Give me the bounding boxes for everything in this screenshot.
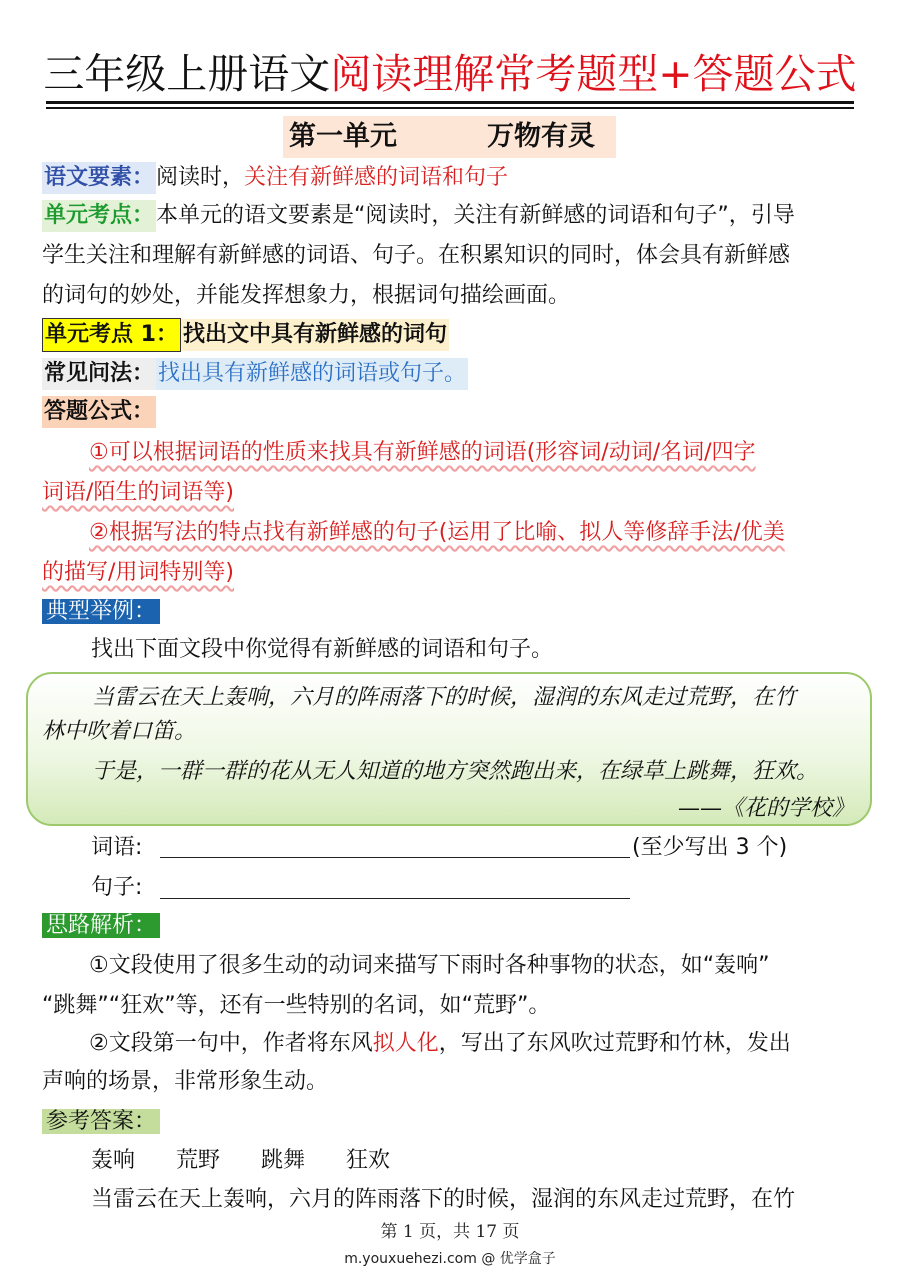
formula-label: 答题公式： — [42, 396, 156, 428]
answer-sentence: 当雷云在天上轰响，六月的阵雨落下的时候，湿润的东风走过荒野，在竹 — [91, 1187, 796, 1212]
example-line — [42, 596, 160, 628]
analysis-p2-red: 拟人化 — [372, 1031, 439, 1056]
question-label: 常见问法： — [42, 358, 156, 390]
question-line — [42, 358, 468, 390]
example-label: 典型举例： — [42, 599, 160, 624]
formula-item2-text2: 的描写/用词特别等) — [42, 560, 234, 585]
question-text: 找出具有新鲜感的词语或句子。 — [156, 358, 468, 390]
language-element-highlight: 关注有新鲜感的词语和句子 — [244, 165, 509, 190]
analysis-p2-post: ，写出了东风吹过荒野和竹林，发出 — [438, 1031, 791, 1056]
passage-line-2: 林中吹着口笛。 — [42, 719, 197, 744]
answer-word-3: 跳舞 — [261, 1148, 306, 1173]
answer-word-2: 荒野 — [176, 1148, 221, 1173]
formula-line — [42, 396, 156, 428]
point1-label: 单元考点 1： — [42, 318, 181, 352]
analysis-p2-line1 — [89, 1028, 791, 1060]
passage-line-3: 于是，一群一群的花从无人知道的地方突然跑出来，在绿草上跳舞，狂欢。 — [92, 759, 819, 784]
title-rule-thick — [46, 101, 854, 104]
sentence-label: 句子: — [91, 875, 143, 900]
page-title — [0, 48, 900, 100]
exam-points-line-3: 的词句的妙处，并能发挥想象力，根据词句描绘画面。 — [42, 283, 571, 308]
unit-header — [283, 116, 616, 158]
answer-label: 参考答案： — [42, 1109, 160, 1134]
title-rule-thin — [46, 107, 854, 109]
exam-points-text-1: 本单元的语文要素是“阅读时，关注有新鲜感的词语和句子”，引导 — [156, 203, 795, 228]
formula-item2-line2 — [42, 557, 234, 589]
point1-text: 找出文中具有新鲜感的词句 — [181, 319, 449, 351]
analysis-p2-pre: ②文段第一句中，作者将东风 — [89, 1031, 373, 1056]
site-credit: m.youxuehezi.com @ 优学盒子 — [344, 1251, 556, 1267]
passage-line-1: 当雷云在天上轰响，六月的阵雨落下的时候，湿润的东风走过荒野，在竹 — [92, 685, 797, 710]
page-number: 第 1 页，共 17 页 — [380, 1222, 520, 1242]
answer-word-4: 狂欢 — [346, 1148, 391, 1173]
formula-item1-line1 — [89, 437, 756, 469]
answer-word-1: 轰响 — [91, 1148, 136, 1173]
point1-line — [42, 318, 449, 352]
sentence-answer-blank[interactable] — [160, 898, 630, 899]
unit-number: 第一单元 — [289, 121, 397, 152]
formula-item1-text1: ①可以根据词语的性质来找具有新鲜感的词语(形容词/动词/名词/四字 — [89, 440, 756, 465]
exam-points-label: 单元考点： — [42, 200, 156, 232]
analysis-p2-line2: 声响的场景，非常形象生动。 — [42, 1069, 329, 1094]
exam-points-line-2: 学生关注和理解有新鲜感的词语、句子。在积累知识的同时，体会具有新鲜感 — [42, 243, 791, 268]
language-element-label: 语文要素： — [42, 162, 156, 194]
title-part1: 三年级上册语文 — [43, 50, 331, 98]
formula-item2-line1 — [89, 517, 785, 549]
unit-name: 万物有灵 — [487, 121, 595, 152]
analysis-p1-line1: ①文段使用了很多生动的动词来描写下雨时各种事物的状态，如“轰响” — [89, 953, 770, 978]
analysis-line — [42, 910, 160, 942]
answer-line — [42, 1106, 160, 1138]
exam-points-line-1 — [42, 200, 795, 232]
formula-item2-text1: ②根据写法的特点找有新鲜感的句子(运用了比喻、拟人等修辞手法/优美 — [89, 520, 785, 545]
words-answer-blank[interactable] — [160, 857, 630, 858]
formula-item1-line2 — [42, 477, 234, 509]
language-element-prefix: 阅读时， — [156, 165, 245, 190]
passage-source: ——《花的学校》 — [677, 796, 854, 821]
words-label: 词语: — [91, 835, 143, 860]
analysis-p1-line2: “跳舞”“狂欢”等，还有一些特别的名词，如“荒野”。 — [42, 993, 551, 1018]
title-part2: 阅读理解常考题型+答题公式 — [330, 50, 857, 98]
language-element-line — [42, 162, 508, 194]
words-note: (至少写出 3 个) — [632, 835, 788, 860]
formula-item1-text2: 词语/陌生的词语等) — [42, 480, 234, 505]
analysis-label: 思路解析： — [42, 913, 160, 938]
example-prompt: 找出下面文段中你觉得有新鲜感的词语和句子。 — [91, 637, 554, 662]
